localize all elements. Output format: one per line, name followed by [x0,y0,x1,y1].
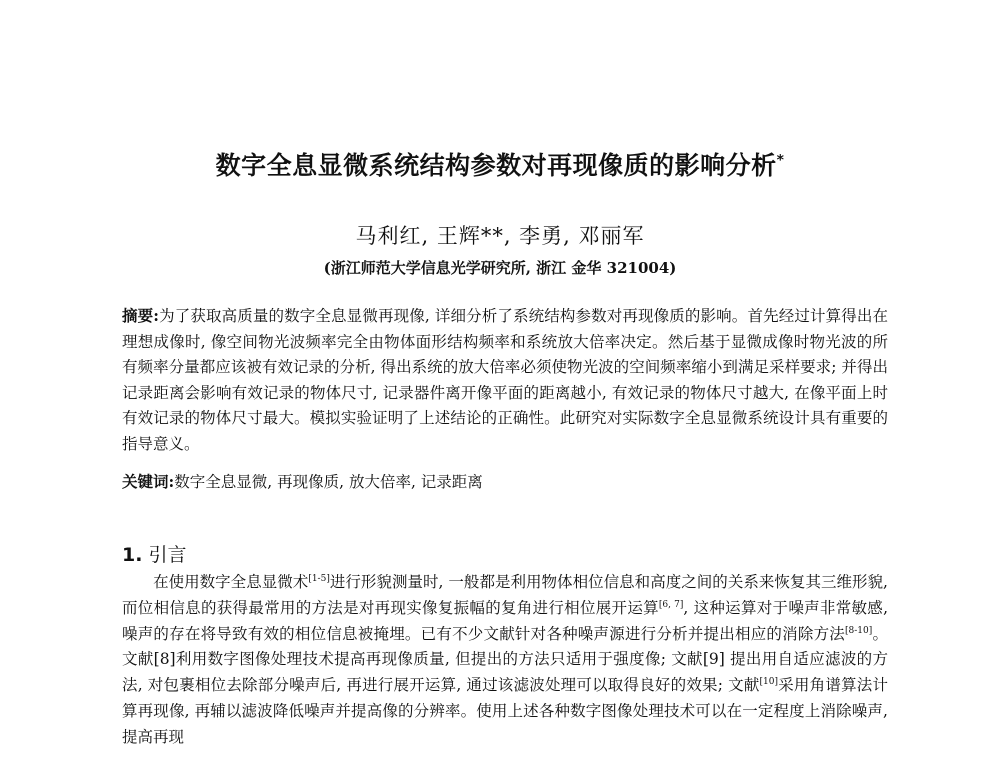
body-text-segment: 进行形貌测量时, 一般都是利用物体相位信息和高度之间的关系来恢复其三维形貌, 而位相信息的获得最常用的方法是对再现实像复振幅的复角进行相位展开运算 [122,573,888,617]
body-paragraph [122,570,888,751]
section-title: 引言 [148,544,187,566]
body-text-segment: 。文献[8]利用数字图像处理技术提高再现像质量, 但提出的方法只适用于强度像; 文献[9] 提出用自适应滤波的方法, 对包裹相位去除部分噪声后, 再进行展开运算, 通过该滤波处理可以取得良好的效果; 文献 [122,624,888,695]
abstract-text: 为了获取高质量的数字全息显微再现像, 详细分析了系统结构参数对再现像质的影响。首先经过计算得出在理想成像时, 像空间物光波频率完全由物体面形结构频率和系统放大倍率决定。然后基于显微成像时物光波的所有频率分量都应该被有效记录的分析, 得出系统的放大倍率必须使物光波的空间频率缩小到满足采样要求; 并得出记录距离会影响有效记录的物体尺寸, 记录器件离开像平面的距离越小, 有效记录的物体尺寸越大, 在像平面上时有效记录的物体尺寸最大。模拟实验证明了上述结论的正确性。此研究对实际数字全息显微系统设计具有重要的指导意义。 [122,307,888,453]
keywords [122,469,888,495]
abstract-label: 摘要: [122,306,159,325]
abstract [122,303,888,457]
affiliation: (浙江师范大学信息光学研究所, 浙江 金华 321004) [323,259,677,277]
author-list: 马利红, 王辉**, 李勇, 邓丽军 [355,224,645,248]
body-text-segment: , 这种运算对于噪声非常敏感, 噪声的存在将导致有效的相位信息被掩埋。已有不少文献针对各种噪声源进行分析并提出相应的消除方法 [122,598,888,643]
paper-title-text: 数字全息显微系统结构参数对再现像质的影响分析 [215,151,777,180]
citation-ref: [10] [759,677,779,688]
citation-ref: [1-5] [308,573,330,584]
keywords-label: 关键词: [122,472,175,491]
keywords-text: 数字全息显微, 再现像质, 放大倍率, 记录距离 [174,473,483,491]
title-footnote-mark: * [776,152,785,169]
section-heading [122,540,186,567]
paragraph [122,570,888,751]
citation-ref: [6, 7] [658,599,684,610]
paper-title [0,146,1000,182]
body-text-segment: 采用角谱算法计算再现像, 再辅以滤波降低噪声并提高像的分辨率。使用上述各种数字图像处理技术可以在一定程度上消除噪声, 提高再现 [122,676,888,746]
section-number: 1. [122,544,143,566]
body-text-segment: 在使用数字全息显微术 [153,573,309,591]
citation-ref: [8-10] [845,625,873,636]
